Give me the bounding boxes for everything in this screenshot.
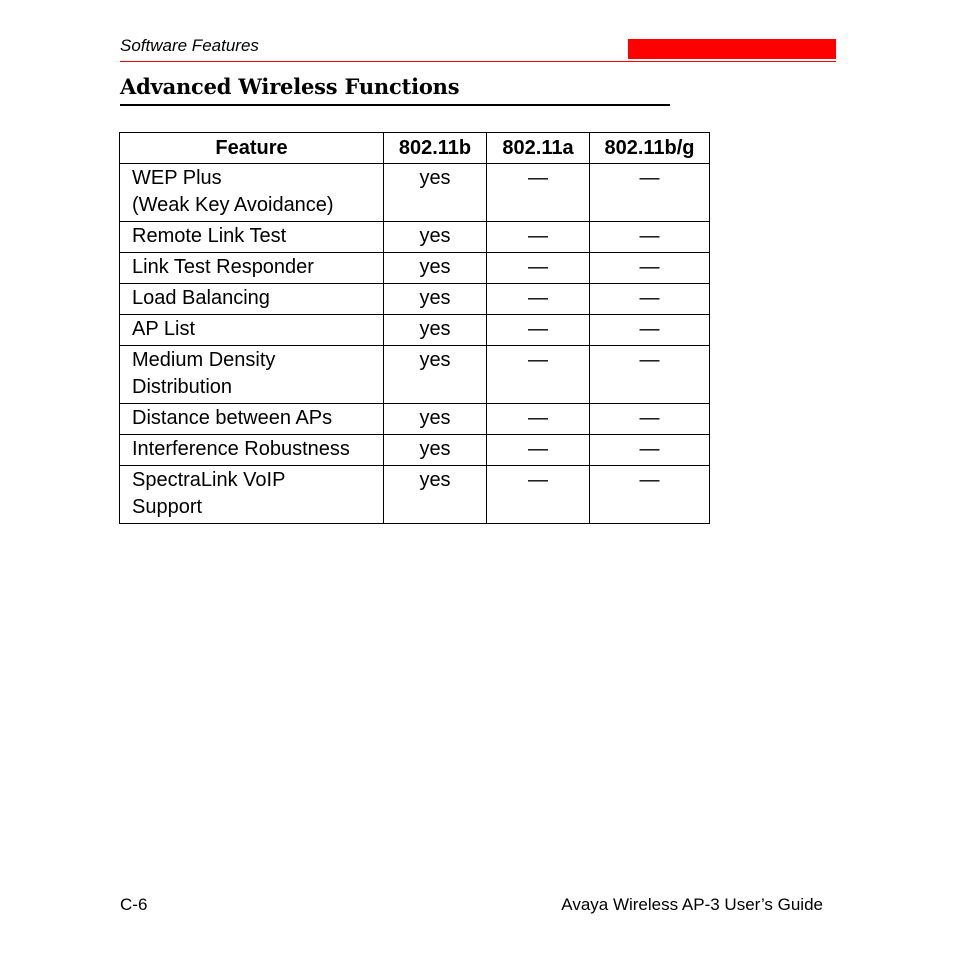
feature-line: Support <box>132 496 203 518</box>
feature-line: AP List <box>132 318 195 340</box>
value-80211b: yes <box>384 466 487 524</box>
value-80211b: yes <box>384 315 487 346</box>
feature-cell <box>120 466 384 524</box>
table-row <box>120 222 710 253</box>
value-80211b: yes <box>384 404 487 435</box>
value-80211b: yes <box>384 164 487 222</box>
table-row <box>120 164 710 222</box>
value-80211a: — <box>487 346 590 404</box>
value-80211bg: — <box>590 253 710 284</box>
value-80211b: yes <box>384 435 487 466</box>
feature-line: Interference Robustness <box>132 438 350 460</box>
feature-cell <box>120 346 384 404</box>
feature-cell <box>120 253 384 284</box>
value-80211a: — <box>487 466 590 524</box>
feature-line: Distance between APs <box>132 407 333 429</box>
value-80211b: yes <box>384 284 487 315</box>
features-table <box>119 132 710 524</box>
feature-cell <box>120 164 384 222</box>
table-row <box>120 466 710 524</box>
feature-line: Medium Density <box>132 349 276 371</box>
table-row <box>120 435 710 466</box>
value-80211bg: — <box>590 284 710 315</box>
value-80211a: — <box>487 222 590 253</box>
table-row <box>120 315 710 346</box>
feature-line: Link Test Responder <box>132 256 314 278</box>
value-80211a: — <box>487 253 590 284</box>
table-header-row <box>120 133 710 164</box>
table-row <box>120 284 710 315</box>
value-80211bg: — <box>590 222 710 253</box>
column-header-80211bg: 802.11b/g <box>590 133 710 164</box>
value-80211a: — <box>487 315 590 346</box>
value-80211b: yes <box>384 222 487 253</box>
value-80211bg: — <box>590 315 710 346</box>
feature-line: WEP Plus <box>132 167 222 189</box>
section-title-rule <box>120 104 670 106</box>
table-row <box>120 346 710 404</box>
header-rule <box>120 61 836 62</box>
running-header: Software Features <box>120 36 259 55</box>
value-80211a: — <box>487 164 590 222</box>
feature-line: Load Balancing <box>132 287 270 309</box>
value-80211bg: — <box>590 466 710 524</box>
feature-line: SpectraLink VoIP <box>132 469 286 491</box>
feature-line: Distribution <box>132 376 233 398</box>
value-80211b: yes <box>384 253 487 284</box>
feature-cell <box>120 284 384 315</box>
value-80211bg: — <box>590 164 710 222</box>
page-number: C-6 <box>120 895 148 914</box>
column-header-80211b: 802.11b <box>384 133 487 164</box>
value-80211bg: — <box>590 435 710 466</box>
feature-cell <box>120 404 384 435</box>
column-header-80211a: 802.11a <box>487 133 590 164</box>
value-80211a: — <box>487 284 590 315</box>
feature-cell <box>120 222 384 253</box>
value-80211bg: — <box>590 346 710 404</box>
feature-line: (Weak Key Avoidance) <box>132 194 334 216</box>
feature-line: Remote Link Test <box>132 225 287 247</box>
column-header-feature: Feature <box>120 133 384 164</box>
feature-cell <box>120 315 384 346</box>
section-title: Advanced Wireless Functions <box>120 74 460 99</box>
table-row <box>120 404 710 435</box>
value-80211bg: — <box>590 404 710 435</box>
value-80211a: — <box>487 404 590 435</box>
value-80211b: yes <box>384 346 487 404</box>
value-80211a: — <box>487 435 590 466</box>
header-accent-bar <box>628 39 836 59</box>
book-title: Avaya Wireless AP-3 User’s Guide <box>561 895 823 914</box>
table-row <box>120 253 710 284</box>
feature-cell <box>120 435 384 466</box>
